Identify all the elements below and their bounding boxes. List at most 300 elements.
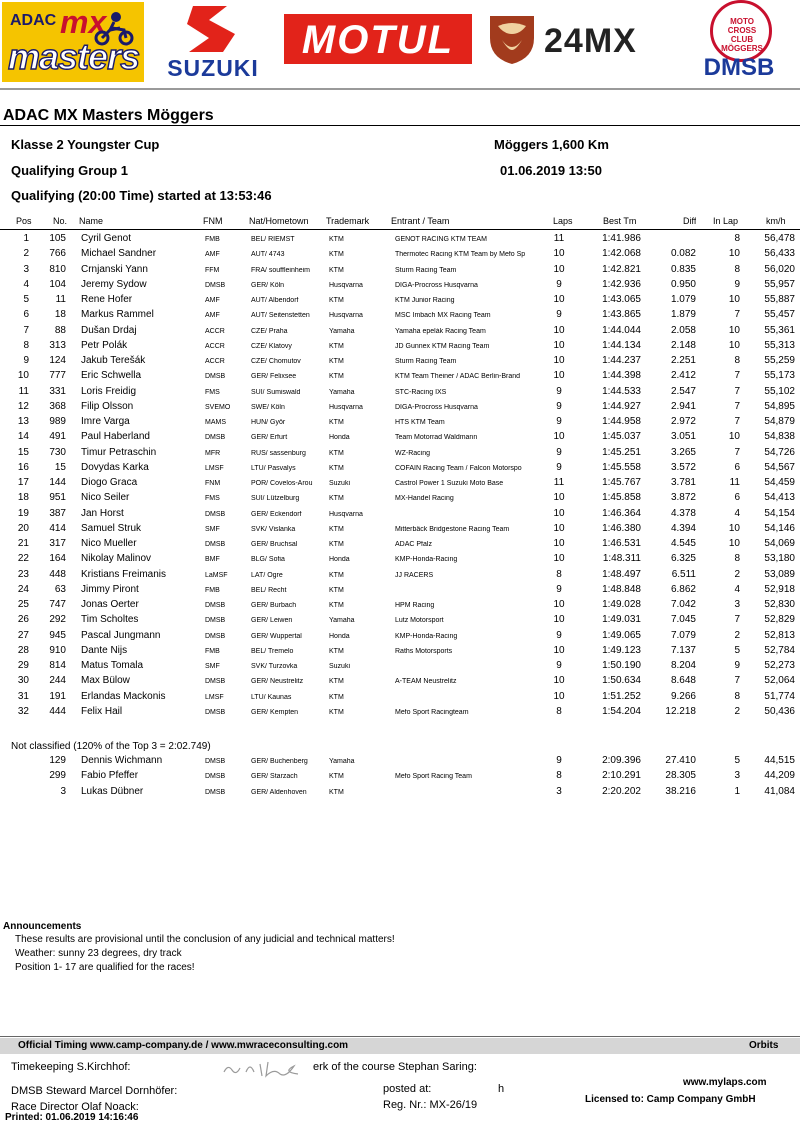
cell-laps: 10 — [553, 675, 565, 687]
cell-nat: BEL/ Tremelo — [251, 647, 294, 655]
cell-inlap: 3 — [734, 770, 740, 782]
cell-diff: 4.545 — [670, 538, 696, 549]
cell-laps: 10 — [553, 355, 565, 366]
not-classified-row — [0, 786, 800, 801]
result-row — [0, 340, 800, 355]
cell-pos: 13 — [17, 416, 29, 427]
cell-trade: KTM — [329, 586, 344, 594]
cell-inlap: 7 — [734, 370, 740, 382]
cell-diff: 3.872 — [670, 492, 696, 504]
cell-no: 951 — [49, 492, 66, 504]
cell-laps: 10 — [553, 507, 565, 519]
cell-best: 1:44.958 — [602, 416, 641, 427]
cell-pos: 25 — [17, 599, 29, 610]
cell-trade: KTM — [329, 297, 344, 304]
cell-laps: 8 — [556, 568, 562, 580]
cell-name: Dovydas Karka — [81, 461, 149, 473]
cell-best: 1:49.031 — [602, 614, 641, 626]
footer-divider — [0, 1036, 800, 1037]
cell-best: 2:10.291 — [602, 770, 641, 782]
result-row — [0, 706, 800, 721]
cell-laps: 9 — [556, 660, 562, 671]
cell-best: 1:48.497 — [602, 568, 641, 580]
cell-laps: 9 — [556, 309, 562, 321]
col-fnm: FNM — [203, 216, 223, 226]
result-row — [0, 233, 800, 248]
cell-best: 1:46.364 — [602, 507, 641, 519]
result-row — [0, 630, 800, 645]
cell-fnm: DMSB — [205, 281, 226, 289]
cell-fnm: BMF — [205, 556, 220, 564]
header-divider — [0, 88, 800, 90]
result-row — [0, 645, 800, 660]
cell-best: 1:46.380 — [602, 522, 641, 534]
result-row — [0, 614, 800, 629]
cell-team: HTS KTM Team — [395, 419, 445, 426]
cell-no: 164 — [49, 553, 66, 565]
result-row — [0, 264, 800, 279]
cell-diff: 2.972 — [670, 416, 696, 427]
cell-best: 1:44.398 — [602, 370, 641, 382]
cell-trade: Yamaha — [329, 617, 355, 625]
cell-kmh: 54,838 — [764, 431, 795, 443]
cell-no: 387 — [49, 507, 66, 519]
cell-diff: 3.265 — [670, 446, 696, 458]
cell-fnm: DMSB — [205, 373, 226, 381]
cell-name: Felix Hail — [81, 705, 123, 717]
cell-pos: 20 — [17, 522, 29, 534]
cell-trade: KTM — [329, 373, 344, 381]
cell-team: MX-Handel Racing — [395, 495, 454, 503]
cell-kmh: 55,259 — [764, 355, 795, 366]
cell-name: Dante Nijs — [81, 644, 128, 656]
cell-fnm: DMSB — [205, 434, 226, 442]
cell-diff: 3.781 — [670, 477, 696, 488]
cell-kmh: 52,064 — [764, 675, 795, 687]
cell-name: Tim Scholtes — [81, 614, 139, 626]
cell-kmh: 52,829 — [764, 614, 795, 626]
cell-laps: 3 — [556, 785, 562, 797]
cell-nat: GER/ Bruchsal — [251, 541, 298, 548]
cell-pos: 21 — [17, 538, 29, 549]
announcement-line: These results are provisional until the conclusion of any judicial and technical matters! — [15, 934, 395, 945]
cell-laps: 8 — [556, 770, 562, 782]
cell-laps: 10 — [553, 644, 565, 656]
official-timing-text: Official Timing www.camp-company.de / www.mwraceconsulting.com — [18, 1040, 349, 1051]
cell-diff: 0.835 — [670, 263, 696, 275]
cell-pos: 29 — [17, 660, 29, 671]
cell-pos: 14 — [17, 431, 29, 443]
cell-trade: Husqvarna — [329, 312, 363, 320]
cell-fnm: SMF — [205, 663, 220, 670]
cell-name: Nikolay Malinov — [81, 553, 152, 565]
cell-diff: 2.547 — [670, 385, 696, 397]
cell-no: 730 — [49, 446, 66, 458]
col-nat: Nat/Hometown — [249, 216, 309, 226]
result-row — [0, 416, 800, 431]
cell-nat: AUT/ Seitenstetten — [251, 312, 310, 320]
col-team: Entrant / Team — [391, 216, 450, 226]
cell-trade: Husqvarna — [329, 510, 363, 518]
cell-kmh: 52,918 — [764, 583, 795, 595]
col-diff: Diff — [683, 216, 697, 226]
footer-timing-bar — [0, 1038, 800, 1054]
cell-best: 1:46.531 — [602, 538, 641, 549]
cell-pos: 12 — [17, 400, 29, 412]
orbits-text: Orbits — [749, 1040, 779, 1051]
cell-trade: KTM — [329, 266, 344, 274]
table-header-underline — [0, 229, 800, 230]
cell-laps: 9 — [556, 629, 562, 641]
cell-team: KTM Team Theiner / ADAC Berlin-Brand — [395, 373, 521, 381]
cell-fnm: DMSB — [205, 758, 226, 765]
cell-name: Dennis Wichmann — [81, 755, 163, 766]
cell-team: Sturm Racing Team — [395, 266, 457, 274]
cell-trade: KTM — [329, 495, 344, 503]
cell-inlap: 7 — [734, 309, 740, 321]
cell-inlap: 7 — [734, 614, 740, 626]
cell-name: Erlandas Mackonis — [81, 690, 166, 702]
cell-fnm: DMSB — [205, 510, 226, 518]
result-row — [0, 294, 800, 309]
cell-best: 1:50.190 — [602, 660, 641, 671]
cell-name: Nico Mueller — [81, 538, 137, 549]
cell-best: 1:50.634 — [602, 675, 641, 687]
cell-kmh: 41,084 — [764, 785, 795, 797]
cell-no: 292 — [49, 614, 66, 626]
cell-no: 104 — [49, 278, 66, 290]
cell-best: 1:44.533 — [602, 385, 641, 397]
cell-kmh: 54,726 — [764, 446, 795, 458]
printed-timestamp: Printed: 01.06.2019 14:16:46 — [5, 1112, 139, 1123]
signature-image — [222, 1058, 306, 1080]
cell-trade: KTM — [329, 693, 344, 701]
cell-pos: 16 — [17, 461, 29, 473]
cell-fnm: FMS — [205, 388, 220, 396]
cell-no: 989 — [49, 416, 66, 427]
cell-team: HPM Racing — [395, 602, 435, 609]
cell-name: Pascal Jungmann — [81, 629, 161, 641]
col-no: No. — [53, 216, 68, 226]
cell-pos: 11 — [18, 385, 29, 397]
cell-kmh: 56,433 — [764, 248, 795, 260]
cell-fnm: FMB — [205, 236, 220, 243]
cell-no: 3 — [60, 785, 66, 797]
cell-diff: 6.325 — [670, 553, 696, 565]
cell-diff: 6.511 — [671, 568, 696, 580]
col-trademark: Trademark — [326, 216, 370, 226]
cell-nat: LAT/ Ogre — [251, 571, 283, 579]
result-row — [0, 386, 800, 401]
cell-kmh: 56,478 — [764, 233, 795, 244]
cell-nat: LTU/ Pasvalys — [251, 464, 296, 472]
cell-pos: 7 — [23, 324, 29, 336]
cell-nat: LTU/ Kaunas — [251, 693, 292, 701]
cell-name: Jonas Oerter — [81, 599, 139, 610]
cell-trade: KTM — [329, 541, 344, 548]
cell-name: Samuel Struk — [81, 522, 142, 534]
cell-name: Lukas Dübner — [81, 785, 144, 797]
cell-pos: 1 — [23, 233, 29, 244]
cell-diff: 2.251 — [670, 355, 696, 366]
cell-trade: Yamaha — [329, 388, 355, 396]
cell-team: ADAC Pfalz — [395, 541, 432, 548]
cell-no: 144 — [49, 477, 66, 488]
cell-team: KTM Junior Racing — [395, 297, 455, 304]
cell-trade: KTM — [329, 678, 344, 686]
dmsb-logo: MOTO CROSS CLUB MÖGGERS DMSB — [680, 0, 798, 84]
cell-kmh: 54,146 — [764, 522, 795, 534]
suzuki-s-icon — [183, 4, 243, 54]
session-datetime: 01.06.2019 13:50 — [500, 163, 602, 178]
cell-team: Castrol Power 1 Suzuki Moto Base — [395, 480, 504, 487]
cell-laps: 9 — [556, 278, 562, 290]
cell-diff: 8.204 — [670, 660, 696, 671]
adac-mx-masters-logo: ADAC mx masters — [2, 2, 144, 82]
cell-team: JD Gunnex KTM Racing Team — [395, 342, 490, 350]
cell-team: Thermotec Racing KTM Team by Mefo Sp — [395, 251, 526, 259]
cell-diff: 7.137 — [670, 644, 696, 656]
cell-no: 491 — [49, 431, 66, 443]
result-row — [0, 508, 800, 523]
cell-nat: GER/ Leiwen — [251, 617, 293, 625]
cell-fnm: AMF — [205, 312, 220, 320]
cell-laps: 9 — [556, 461, 562, 473]
result-row — [0, 599, 800, 614]
cell-laps: 10 — [553, 553, 565, 565]
cell-team: Yamaha epelák Racing Team — [395, 327, 486, 335]
cell-trade: KTM — [329, 788, 344, 796]
cell-nat: SVK/ Vislanka — [251, 525, 296, 533]
cell-inlap: 10 — [728, 294, 740, 305]
cell-no: 15 — [54, 461, 66, 473]
cell-nat: HUN/ Györ — [251, 419, 286, 426]
cell-nat: GER/ Felixsee — [251, 373, 297, 381]
licensed-to-text: Licensed to: Camp Company GmbH — [585, 1094, 756, 1105]
cell-best: 1:44.927 — [602, 400, 641, 412]
cell-name: Rene Hofer — [81, 294, 133, 305]
cell-pos: 2 — [23, 248, 29, 260]
cell-inlap: 11 — [729, 477, 740, 488]
cell-pos: 24 — [17, 583, 29, 595]
cell-name: Jeremy Sydow — [81, 278, 147, 290]
cell-no: 448 — [49, 568, 66, 580]
cell-kmh: 52,784 — [764, 644, 795, 656]
cell-trade: Husqvarna — [329, 281, 363, 289]
cell-team: MSC Imbach MX Racing Team — [395, 312, 491, 320]
cell-fnm: DMSB — [205, 541, 226, 548]
result-row — [0, 691, 800, 706]
cell-kmh: 52,273 — [764, 660, 795, 671]
result-row — [0, 401, 800, 416]
cell-name: Kristians Freimanis — [81, 568, 167, 580]
cell-nat: GER/ Burbach — [251, 602, 297, 609]
cell-best: 1:42.936 — [602, 278, 641, 290]
cell-kmh: 55,102 — [764, 385, 795, 397]
cell-inlap: 7 — [734, 385, 740, 397]
cell-inlap: 10 — [728, 324, 740, 336]
cell-diff: 7.079 — [670, 629, 696, 641]
result-row — [0, 279, 800, 294]
cell-laps: 11 — [553, 233, 565, 244]
result-row — [0, 355, 800, 370]
result-row — [0, 523, 800, 538]
cell-trade: KTM — [329, 251, 344, 259]
cell-diff: 2.412 — [670, 370, 696, 382]
cell-kmh: 55,887 — [764, 294, 795, 305]
cell-kmh: 44,515 — [764, 755, 795, 766]
cell-diff: 27.410 — [665, 755, 696, 766]
cell-fnm: AMF — [205, 297, 220, 304]
cell-pos: 3 — [23, 263, 29, 275]
cell-inlap: 3 — [734, 599, 740, 610]
cell-kmh: 54,154 — [764, 507, 795, 519]
mylaps-link[interactable]: www.mylaps.com — [683, 1077, 767, 1088]
cell-pos: 17 — [17, 477, 29, 488]
cell-kmh: 55,313 — [764, 339, 795, 351]
cell-diff: 0.950 — [670, 278, 696, 290]
cell-kmh: 50,436 — [764, 705, 795, 717]
cell-nat: CZE/ Klatovy — [251, 342, 292, 350]
cell-inlap: 8 — [734, 355, 740, 366]
cell-nat: FRA/ souffleinheim — [251, 266, 311, 274]
cell-trade: KTM — [329, 602, 344, 609]
motul-logo: MOTUL — [284, 14, 472, 64]
result-row — [0, 447, 800, 462]
cell-laps: 9 — [556, 385, 562, 397]
cell-no: 191 — [49, 690, 66, 702]
cell-laps: 9 — [556, 416, 562, 427]
cell-trade: Suzuki — [329, 663, 351, 670]
cell-diff: 4.394 — [670, 522, 696, 534]
result-row — [0, 248, 800, 263]
col-name: Name — [79, 216, 104, 226]
result-row — [0, 584, 800, 599]
cell-diff: 2.148 — [670, 339, 696, 351]
cell-no: 63 — [54, 583, 66, 595]
cell-name: Jakub Terešák — [81, 355, 146, 366]
cell-pos: 8 — [23, 339, 29, 351]
cell-diff: 7.042 — [670, 599, 696, 610]
cell-no: 105 — [49, 233, 66, 244]
cell-team: Raths Motorsports — [395, 647, 453, 655]
cell-team: STC-Racing IXS — [395, 388, 447, 396]
results-table-header — [0, 216, 800, 230]
cell-pos: 32 — [17, 705, 29, 717]
cell-inlap: 7 — [734, 446, 740, 458]
cell-trade: KTM — [329, 419, 344, 426]
cell-fnm: DMSB — [205, 602, 226, 609]
result-row — [0, 477, 800, 492]
cell-inlap: 9 — [734, 660, 740, 671]
cell-best: 1:42.068 — [602, 248, 641, 260]
cell-name: Loris Freidig — [81, 385, 137, 397]
cell-laps: 10 — [553, 690, 565, 702]
group-name: Qualifying Group 1 — [11, 163, 129, 178]
cell-team: Sturm Racing Team — [395, 358, 457, 365]
cell-name: Timur Petraschin — [81, 446, 157, 458]
cell-fnm: AMF — [205, 251, 220, 259]
timekeeping-label: Timekeeping S.Kirchhof: — [11, 1061, 131, 1073]
cell-fnm: DMSB — [205, 788, 226, 796]
cell-pos: 30 — [17, 675, 29, 687]
cell-nat: CZE/ Chomutov — [251, 358, 301, 365]
cell-inlap: 10 — [728, 339, 740, 351]
cell-best: 1:49.065 — [602, 629, 641, 641]
cell-fnm: LMSF — [205, 464, 224, 472]
cell-no: 777 — [49, 370, 66, 382]
col-inlap: In Lap — [713, 216, 739, 226]
clerk-label: erk of the course Stephan Saring: — [313, 1061, 477, 1073]
cell-diff: 4.378 — [670, 507, 696, 519]
cell-inlap: 8 — [734, 690, 740, 702]
cell-inlap: 7 — [734, 416, 740, 427]
session-info: Qualifying (20:00 Time) started at 13:53:46 — [11, 188, 272, 203]
cell-laps: 10 — [553, 294, 565, 305]
cell-laps: 9 — [556, 583, 562, 595]
cell-no: 810 — [49, 263, 66, 275]
cell-team: GENOT RACING KTM TEAM — [395, 236, 487, 243]
cell-kmh: 54,069 — [764, 538, 795, 549]
cell-nat: SVK/ Turzovka — [251, 663, 298, 670]
cell-name: Imre Varga — [81, 416, 130, 427]
cell-trade: KTM — [329, 449, 344, 457]
cell-name: Eric Schwella — [81, 370, 142, 382]
cell-no: 11 — [55, 294, 66, 305]
cell-nat: GER/ Starzach — [251, 773, 298, 781]
not-classified-row — [0, 755, 800, 770]
cell-fnm: SVEMO — [205, 403, 231, 411]
cell-diff: 1.879 — [670, 309, 696, 321]
cell-best: 1:45.558 — [602, 461, 641, 473]
cell-kmh: 55,361 — [764, 324, 795, 336]
cell-nat: GER/ Aldenhoven — [251, 788, 307, 796]
cell-trade: KTM — [329, 236, 344, 243]
cell-diff: 9.266 — [670, 690, 696, 702]
cell-best: 1:54.204 — [602, 705, 641, 717]
cell-team: Team Motorrad Waldmann — [395, 434, 478, 442]
cell-best: 1:44.044 — [602, 324, 641, 336]
cell-diff: 2.941 — [670, 400, 696, 412]
cell-pos: 5 — [23, 294, 29, 305]
registration-number: Reg. Nr.: MX-26/19 — [383, 1099, 478, 1111]
cell-kmh: 56,020 — [764, 263, 795, 275]
cell-nat: GER/ Eckendorf — [251, 510, 302, 518]
cell-best: 1:49.123 — [602, 644, 641, 656]
cell-team: A-TEAM Neustrelitz — [395, 678, 457, 686]
cell-nat: GER/ Erfurt — [251, 434, 288, 442]
cell-trade: Honda — [329, 632, 350, 640]
cell-nat: BEL/ RIEMST — [251, 236, 295, 243]
cell-fnm: DMSB — [205, 632, 226, 640]
cell-best: 1:45.858 — [602, 492, 641, 504]
cell-trade: Husqvarna — [329, 403, 363, 411]
cell-no: 945 — [49, 629, 66, 641]
cell-name: Cyril Genot — [81, 233, 132, 244]
cell-trade: KTM — [329, 773, 344, 781]
cell-nat: SUI/ Sumiswald — [251, 388, 301, 396]
cell-team: Mitterbäck Bridgestone Racing Team — [395, 525, 510, 533]
cell-laps: 10 — [553, 522, 565, 534]
cell-laps: 10 — [553, 538, 565, 549]
cell-nat: CZE/ Praha — [251, 327, 288, 335]
cell-kmh: 53,089 — [764, 568, 795, 580]
cell-best: 1:45.037 — [602, 431, 641, 443]
cell-pos: 22 — [17, 553, 29, 565]
cell-nat: GER/ Kempten — [251, 708, 299, 716]
cell-laps: 10 — [553, 370, 565, 382]
cell-trade: KTM — [329, 525, 344, 533]
